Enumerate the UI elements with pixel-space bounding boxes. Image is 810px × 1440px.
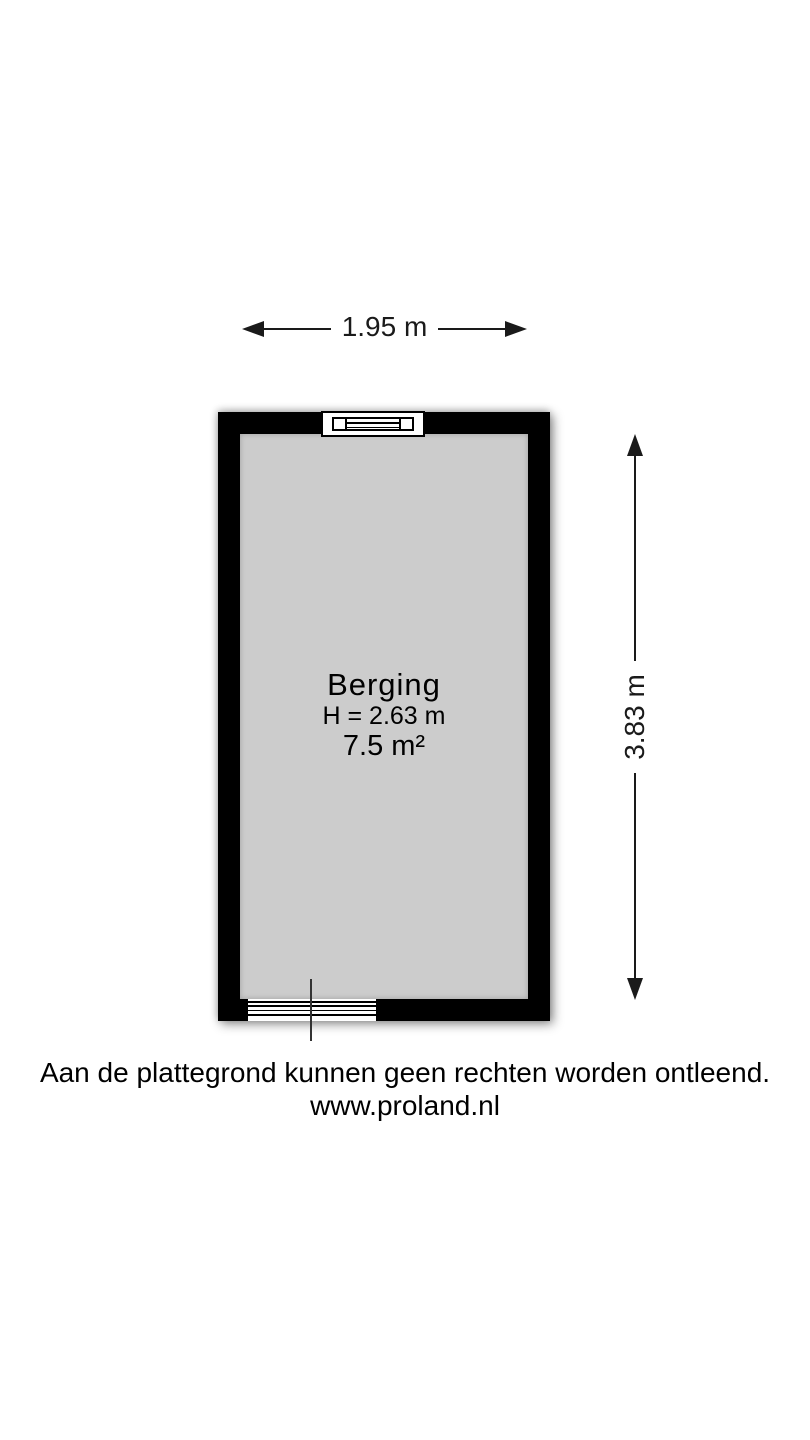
room-label — [218, 668, 550, 761]
arrow-right-icon — [505, 321, 527, 337]
footer-disclaimer: Aan de plattegrond kunnen geen rechten worden ontleend. — [39, 1057, 771, 1088]
height-dimension-label-wrap — [618, 661, 652, 773]
arrow-down-icon — [627, 978, 643, 1000]
window-divider — [399, 419, 401, 429]
door-slat-line — [248, 1001, 376, 1003]
room-berging — [218, 412, 550, 1021]
footer-website: www.proland.nl — [310, 1090, 500, 1121]
door-slat-line — [248, 1010, 376, 1012]
dimension-line — [438, 328, 505, 330]
window-pane-line — [347, 422, 399, 424]
window-icon — [321, 411, 425, 437]
dimension-line — [264, 328, 331, 330]
dimension-line-vertical — [634, 773, 636, 978]
window-pane-line — [347, 427, 399, 429]
footer — [0, 1056, 810, 1122]
height-dimension-label: 3.83 m — [619, 674, 651, 760]
arrow-up-icon — [627, 434, 643, 456]
room-ceiling-height: H = 2.63 m — [322, 702, 446, 730]
room-area: 7.5 m² — [342, 730, 426, 762]
window-frame — [332, 417, 414, 431]
width-dimension-label: 1.95 m — [341, 311, 428, 342]
dimension-line-vertical — [634, 456, 636, 661]
door-slat-line — [248, 1005, 376, 1007]
room-name: Berging — [327, 667, 441, 702]
door-marker-line — [310, 979, 312, 1041]
door-opening-icon — [248, 999, 376, 1021]
door-slat-line — [248, 1014, 376, 1016]
arrow-left-icon — [242, 321, 264, 337]
width-dimension — [242, 311, 527, 343]
height-dimension — [618, 434, 652, 1000]
